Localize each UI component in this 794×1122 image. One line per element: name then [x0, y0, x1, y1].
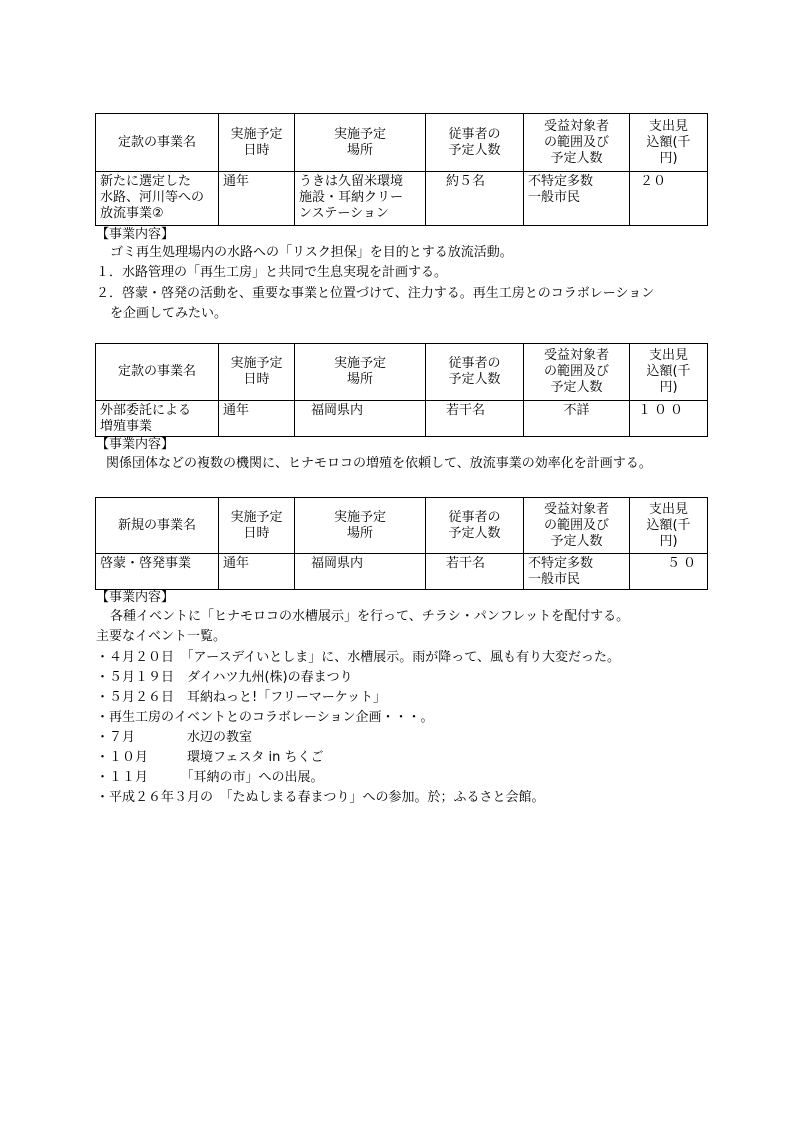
header-date: 実施予定 日時: [219, 114, 295, 172]
cell-beneficiary: 不特定多数 一般市民: [524, 554, 630, 590]
cell-beneficiary: 不詳: [524, 401, 630, 437]
section-1-heading: 【事業内容】: [96, 227, 175, 242]
cell-project-name: 新たに選定した 水路、河川等への 放流事業②: [96, 172, 219, 226]
event-item: ・７月 水辺の教室: [96, 730, 253, 745]
section-3-intro: 各種イベントに「ヒナモロコの水槽展示」を行って、チラシ・パンフレットを配付する。: [110, 609, 630, 624]
section-2-line-1: 関係団体などの複数の機関に、ヒナモロコの増殖を依頼して、放流事業の効率化を計画する。: [106, 456, 652, 471]
project-table-3: [95, 497, 708, 590]
section-3-heading: 【事業内容】: [96, 590, 175, 605]
event-item: ・１１月 「耳納の市」への出展。: [96, 770, 324, 785]
cell-expense: ２０: [630, 172, 708, 226]
section-1-line-2: １．水路管理の「再生工房」と共同で生息実現を計画する。: [96, 265, 448, 280]
cell-staff: 若干名: [426, 401, 524, 437]
event-item: ・４月２０日 「アースデイいとしま」に、水槽展示。雨が降って、風も有り大変だった。: [96, 650, 621, 665]
section-1-line-3: ２．啓蒙・啓発の活動を、重要な事業と位置づけて、注力する。再生工房とのコラボレーション: [96, 286, 655, 301]
cell-place: 福岡県内: [295, 401, 426, 437]
event-item: ・１０月 環境フェスタ in ちくご: [96, 750, 324, 765]
header-beneficiary: 受益対象者 の範囲及び 予定人数: [524, 114, 630, 172]
header-staff: 従事者の 予定人数: [426, 498, 524, 554]
cell-staff: 約５名: [426, 172, 524, 226]
header-expense: 支出見 込額(千 円): [630, 114, 708, 172]
header-expense: 支出見 込額(千 円): [630, 498, 708, 554]
cell-place: うきは久留米環境 施設・耳納クリー ンステーション: [295, 172, 426, 226]
cell-beneficiary: 不特定多数 一般市民: [524, 172, 630, 226]
cell-date: 通年: [219, 554, 295, 590]
cell-date: 通年: [219, 401, 295, 437]
header-staff: 従事者の 予定人数: [426, 344, 524, 401]
cell-date: 通年: [219, 172, 295, 226]
event-item: ・５月１９日 ダイハツ九州(株)の春まつり: [96, 670, 353, 685]
cell-place: 福岡県内: [295, 554, 426, 590]
header-date: 実施予定 日時: [219, 498, 295, 554]
header-place: 実施予定 場所: [295, 498, 426, 554]
cell-expense: ５０: [630, 554, 708, 590]
cell-project-name: 啓蒙・啓発事業: [96, 554, 219, 590]
cell-expense: １００: [630, 401, 708, 437]
header-staff: 従事者の 予定人数: [426, 114, 524, 172]
section-1-line-4: を企画してみたい。: [110, 306, 228, 321]
header-place: 実施予定 場所: [295, 114, 426, 172]
cell-project-name: 外部委託による 増殖事業: [96, 401, 219, 437]
event-item: ・平成２６年３月の 「たぬしまる春まつり」への参加。於；ふるさと会館。: [96, 790, 545, 805]
header-beneficiary: 受益対象者 の範囲及び 予定人数: [524, 344, 630, 401]
header-project-name: 定款の事業名: [96, 344, 219, 401]
section-2-heading: 【事業内容】: [96, 437, 175, 452]
cell-staff: 若干名: [426, 554, 524, 590]
header-beneficiary: 受益対象者 の範囲及び 予定人数: [524, 498, 630, 554]
header-new-project-name: 新規の事業名: [96, 498, 219, 554]
section-1-line-1: ゴミ再生処理場内の水路への「リスク担保」を目的とする放流活動。: [110, 245, 513, 260]
section-3-list-title: 主要なイベント一覧。: [96, 629, 227, 644]
header-date: 実施予定 日時: [219, 344, 295, 401]
header-place: 実施予定 場所: [295, 344, 426, 401]
project-table-1: [95, 113, 708, 226]
event-item: ・再生工房のイベントとのコラボレーション企画・・・。: [96, 710, 434, 725]
header-expense: 支出見 込額(千 円): [630, 344, 708, 401]
header-project-name: 定款の事業名: [96, 114, 219, 172]
event-item: ・５月２６日 耳納ねっと!「フリーマーケット」: [96, 690, 387, 705]
project-table-2: [95, 343, 708, 437]
